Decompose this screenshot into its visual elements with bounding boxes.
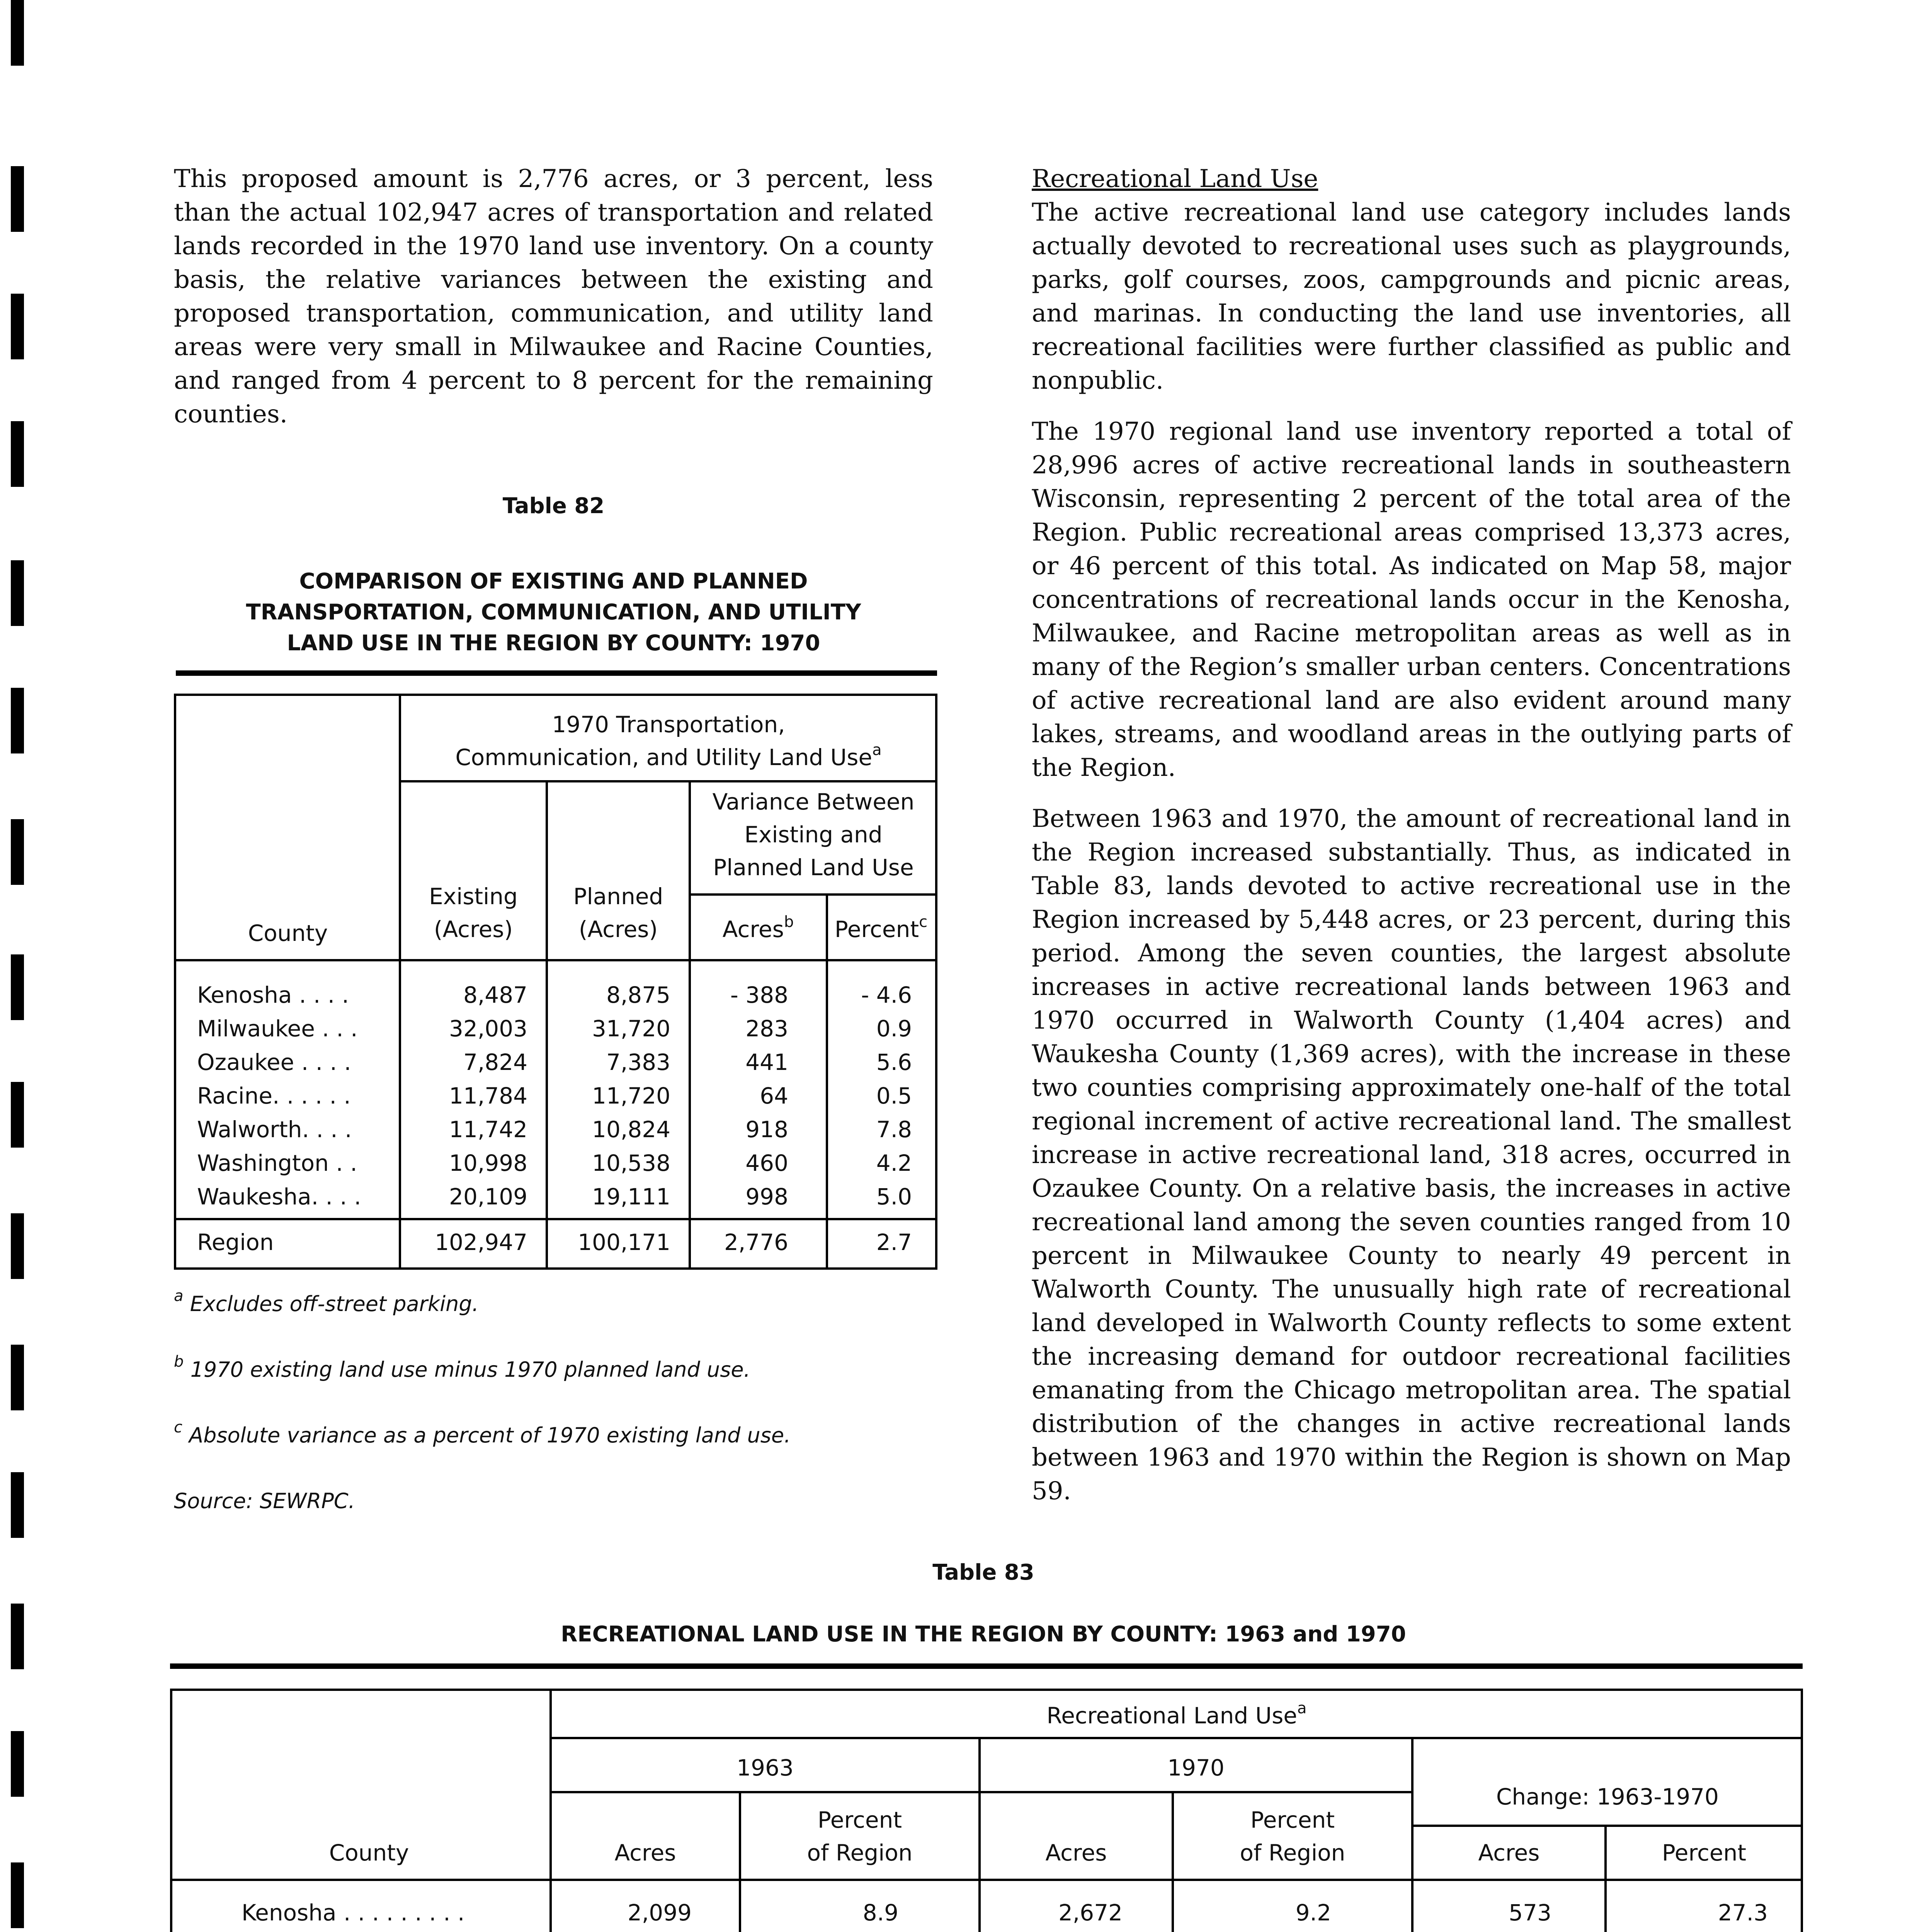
table82-caption — [174, 491, 933, 659]
right-paragraph: The active recreational land use category includes lands actually devoted to recreational uses such as playgrounds, parks, golf courses, zoos, campgrounds and picnic areas, and marinas. In conducting the land use inventories, all recreational facilities were further classified as public and nonpublic. — [1032, 198, 1791, 395]
table82-existing-cell: 102,947 — [435, 1229, 527, 1255]
table82-footnote — [174, 1353, 750, 1383]
svg-text:Percentc — [835, 913, 927, 942]
table82-col-existing-unit: (Acres) — [434, 916, 513, 942]
table82-county-cell: Region — [197, 1229, 274, 1255]
table82-existing-cell: 11,742 — [449, 1116, 527, 1143]
table82-footnote — [174, 1418, 791, 1449]
table82-variance-acres-cell: 64 — [760, 1083, 788, 1109]
table83-change-percent-cell: 27.3 — [1718, 1900, 1768, 1926]
table83-col-pct-1963-b: of Region — [807, 1840, 913, 1866]
table82-footnote — [174, 1287, 479, 1318]
table82-title-line: LAND USE IN THE REGION BY COUNTY: 1970 — [287, 631, 820, 656]
footnote-text: Absolute variance as a percent of 1970 existing land use. — [189, 1423, 791, 1447]
table83-pct1963-cell: 8.9 — [862, 1900, 898, 1926]
table82-planned-cell: 10,824 — [592, 1116, 670, 1143]
table83-col-acres-1963: Acres — [614, 1840, 676, 1866]
table83-col-pct-1963: Percent — [817, 1807, 902, 1833]
left-column — [174, 162, 933, 449]
table82-variance-line: Existing and — [744, 821, 883, 848]
table82-variance-line: Variance Between — [712, 789, 915, 815]
table83-col-change-percent: Percent — [1662, 1840, 1747, 1866]
binder-mark — [11, 294, 24, 359]
binder-mark — [11, 1604, 24, 1669]
binder-mark — [11, 954, 24, 1020]
table83-number: Table 83 — [932, 1560, 1034, 1585]
table82-county-cell: Racine. . . . . . — [197, 1083, 351, 1109]
footnote-marker: b — [174, 1353, 184, 1371]
footnote-text: Excludes off-street parking. — [190, 1292, 479, 1316]
binder-mark — [11, 560, 24, 626]
table82-col-percent: Percent — [834, 916, 919, 942]
footnote-marker: a — [174, 1287, 184, 1305]
table82-county-cell: Kenosha . . . . — [197, 982, 349, 1008]
table82-col-acres-sup: b — [784, 913, 794, 931]
left-paragraph: This proposed amount is 2,776 acres, or 3 percent, less than the actual 102,947 acres of transportation and related lands recorded in the 1970 land use inventory. On a county basis, the relative variances between the existing and proposed transportation, communication, and utility land areas were very small in Milwaukee and Racine Counties, and ranged from 4 percent to 8 percent for the remaining counties. — [174, 165, 933, 429]
binder-mark — [11, 819, 24, 885]
table82-group-header-1: 1970 Transportation, — [552, 711, 785, 738]
binder-mark — [11, 1345, 24, 1410]
table83-col-acres-1970: Acres — [1045, 1840, 1107, 1866]
table82-variance-percent-cell: - 4.6 — [861, 982, 912, 1008]
table82-variance-acres-cell: 2,776 — [724, 1229, 788, 1255]
table82-variance-percent-cell: 5.6 — [876, 1049, 912, 1075]
table83-change-header: Change: 1963-1970 — [1496, 1784, 1719, 1810]
table82-planned-cell: 11,720 — [592, 1083, 670, 1109]
table83-group-sup: a — [1297, 1699, 1307, 1717]
table82-variance-percent-cell: 2.7 — [876, 1229, 912, 1255]
binder-mark — [11, 1082, 24, 1148]
table82-col-percent-sup: c — [919, 913, 928, 931]
table82-col-planned-unit: (Acres) — [578, 916, 658, 942]
table83-year-1963: 1963 — [737, 1755, 794, 1781]
binder-mark — [11, 1213, 24, 1279]
binder-mark — [11, 0, 24, 66]
table82-number: Table 82 — [502, 493, 605, 519]
table82-variance-acres-cell: - 388 — [730, 982, 788, 1008]
table82-col-planned: Planned — [573, 883, 663, 910]
table83-title: RECREATIONAL LAND USE IN THE REGION BY COUNTY: 1963 and 1970 — [561, 1622, 1406, 1647]
table82-variance-percent-cell: 0.9 — [876, 1015, 912, 1042]
table83-heavy-rule — [170, 1663, 1803, 1669]
footnote-text: 1970 existing land use minus 1970 planned land use. — [190, 1357, 750, 1382]
binder-mark — [11, 166, 24, 232]
table83-change-acres-cell: 573 — [1509, 1900, 1551, 1926]
table82-existing-cell: 8,487 — [463, 982, 527, 1008]
table82-variance-percent-cell: 4.2 — [876, 1150, 912, 1176]
table83-year-1970: 1970 — [1167, 1755, 1225, 1781]
binder-mark — [11, 688, 24, 753]
table82-variance-acres-cell: 460 — [745, 1150, 788, 1176]
table82-planned-cell: 7,383 — [606, 1049, 670, 1075]
table82-county-cell: Waukesha. . . . — [197, 1184, 361, 1210]
table82-existing-cell: 11,784 — [449, 1083, 527, 1109]
table82-county-cell: Walworth. . . . — [197, 1116, 352, 1143]
binder-marks — [11, 0, 26, 1932]
table83-col-county: County — [329, 1840, 409, 1866]
table82-existing-cell: 32,003 — [449, 1015, 527, 1042]
table82-planned-cell: 8,875 — [606, 982, 670, 1008]
table82-variance-percent-cell: 0.5 — [876, 1083, 912, 1109]
table82 — [174, 694, 941, 1279]
table82-variance-percent-cell: 7.8 — [876, 1116, 912, 1143]
binder-mark — [11, 1731, 24, 1797]
table82-county-cell: Milwaukee . . . — [197, 1015, 358, 1042]
table83-frame — [171, 1690, 1802, 1932]
table82-planned-cell: 100,171 — [578, 1229, 670, 1255]
table82-title-line: TRANSPORTATION, COMMUNICATION, AND UTILITY — [246, 600, 861, 625]
svg-text:Acresb — [723, 913, 794, 942]
table83-col-pct-1970: Percent — [1250, 1807, 1335, 1833]
table82-variance-line: Planned Land Use — [713, 854, 914, 881]
right-paragraph: The 1970 regional land use inventory reported a total of 28,996 acres of active recreational lands in southeastern Wisconsin, representing 2 percent of the total area of the Region. Public recreational areas comprised 13,373 acres, or 46 percent of this total. As indicated on Map 58, major concentrations of recreational lands occur in the Kenosha, Milwaukee, and Racine metropolitan areas as well as in many of the Region’s smaller urban centers. Concentrations of active recreational land are also evident around many lakes, streams, and woodland areas in the outlying parts of the Region. — [1032, 417, 1791, 782]
table83-acres1963-cell: 2,099 — [627, 1900, 692, 1926]
table82-variance-acres-cell: 441 — [745, 1049, 788, 1075]
section-heading: Recreational Land Use — [1032, 165, 1318, 193]
table83-caption — [166, 1557, 1801, 1650]
binder-mark — [11, 1862, 24, 1928]
table83-acres1970-cell: 2,672 — [1058, 1900, 1123, 1926]
table82-title-line: COMPARISON OF EXISTING AND PLANNED — [299, 569, 808, 594]
binder-mark — [11, 421, 24, 487]
table82-variance-acres-cell: 283 — [745, 1015, 788, 1042]
table82-col-existing: Existing — [429, 883, 518, 910]
footnote-marker: c — [174, 1418, 182, 1436]
table82-source: Source: SEWRPC. — [174, 1489, 355, 1513]
table82-group-sup: a — [872, 741, 882, 759]
table83 — [170, 1689, 1806, 1932]
table83-county-cell: Kenosha . . . . . . . . . — [242, 1900, 465, 1926]
table82-existing-cell: 20,109 — [449, 1184, 527, 1210]
table82-heavy-rule — [176, 670, 937, 676]
table82-planned-cell: 31,720 — [592, 1015, 670, 1042]
table83-pct1970-cell: 9.2 — [1295, 1900, 1331, 1926]
table82-variance-percent-cell: 5.0 — [876, 1184, 912, 1210]
svg-text:Communication, and Utility Lan — [455, 741, 881, 770]
table82-col-county: County — [248, 920, 328, 946]
table83-group-header: Recreational Land Use — [1046, 1702, 1297, 1729]
binder-mark — [11, 1472, 24, 1538]
table82-group-header-2: Communication, and Utility Land Use — [455, 744, 873, 770]
table82-planned-cell: 10,538 — [592, 1150, 670, 1176]
table82-county-cell: Ozaukee . . . . — [197, 1049, 351, 1075]
table82-variance-acres-cell: 998 — [745, 1184, 788, 1210]
table82-planned-cell: 19,111 — [592, 1184, 670, 1210]
table83-col-pct-1970-b: of Region — [1240, 1840, 1345, 1866]
table83-col-change-acres: Acres — [1478, 1840, 1540, 1866]
table82-col-acres: Acres — [722, 916, 784, 942]
table82-variance-acres-cell: 918 — [745, 1116, 788, 1143]
table82-existing-cell: 10,998 — [449, 1150, 527, 1176]
svg-text:Recreational Land Usea — [1047, 1699, 1307, 1729]
right-paragraph: Between 1963 and 1970, the amount of recreational land in the Region increased substantially. Thus, as indicated in Table 83, lands devoted to active recreational use in the Region increased by 5,448 acres, or 23 percent, during this period. Among the seven counties, the largest absolute increases in active recreational lands between 1963 and 1970 occurred in Walworth County (1,404 acres) and Waukesha County (1,369 acres), with the increase in these two counties comprising approximately one-half of the total regional increment of active recreational land. The smallest increase in active recreational land, 318 acres, occurred in Ozaukee County. On a relative basis, the increases in active recreational land among the seven counties ranged from 10 percent in Milwaukee County to nearly 49 percent in Walworth County. The unusually high rate of recreational land developed in Walworth County reflects to some extent the increasing demand for outdoor recreational facilities emanating from the Chicago metropolitan area. The spatial distribution of the changes in active recreational lands between 1963 and 1970 within the Region is shown on Map 59. — [1032, 804, 1791, 1505]
table82-county-cell: Washington . . — [197, 1150, 357, 1176]
table82-existing-cell: 7,824 — [463, 1049, 527, 1075]
right-column — [1032, 162, 1791, 1526]
